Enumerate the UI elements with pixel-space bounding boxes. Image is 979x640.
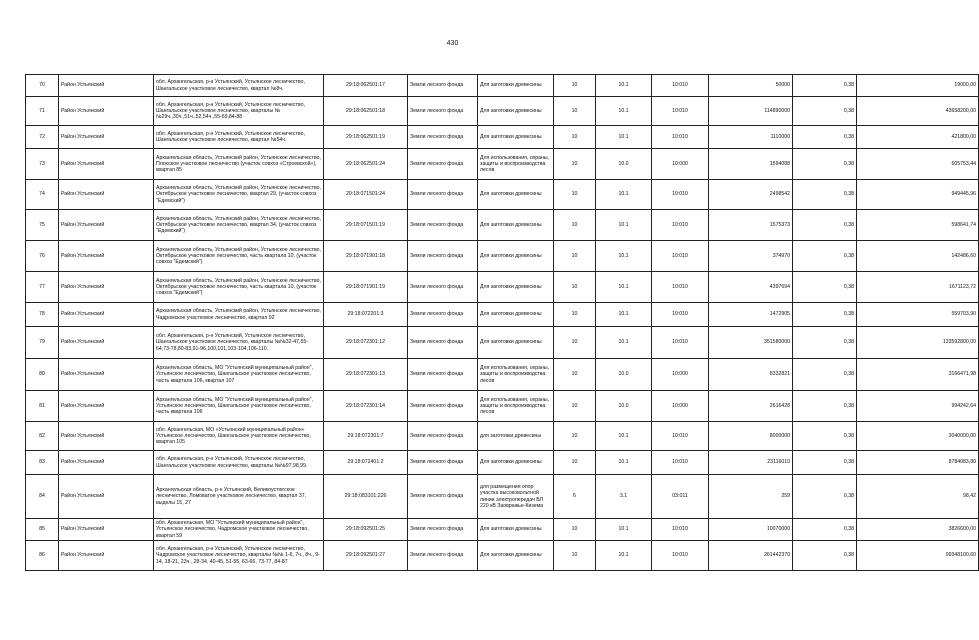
- permitted-use-cell: Для заготовки древесины: [478, 303, 554, 327]
- use-code-cell: 10:010: [652, 422, 709, 451]
- row-number: 71: [26, 97, 59, 126]
- rate-cell: 0,38: [793, 149, 857, 180]
- rate-cell: 0,38: [793, 180, 857, 210]
- district-cell: Район Устьянский: [59, 241, 154, 272]
- cadastral-number-cell: 29:18:083101:226: [324, 475, 408, 519]
- district-cell: Район Устьянский: [59, 303, 154, 327]
- permitted-use-cell: Для заготовки древесины: [478, 541, 554, 571]
- address-cell: обл. Архангельская, р-н Устьянский, Устьянское лесничество, Шангальское участковое лесничество, квартал №8ч.: [154, 75, 324, 97]
- value-cell: 99348100,60: [857, 541, 979, 571]
- subgroup-code-cell: 10.1: [596, 126, 652, 149]
- table-row: [26, 180, 979, 210]
- group-code-cell: 10: [554, 75, 596, 97]
- land-category-cell: Земли лесного фонда: [408, 75, 478, 97]
- subgroup-code-cell: 10.1: [596, 180, 652, 210]
- district-cell: Район Устьянский: [59, 327, 154, 359]
- use-code-cell: 10:010: [652, 75, 709, 97]
- group-code-cell: 10: [554, 149, 596, 180]
- subgroup-code-cell: 3.1: [596, 475, 652, 519]
- rate-cell: 0,38: [793, 97, 857, 126]
- group-code-cell: 10: [554, 519, 596, 541]
- value-cell: 19000,00: [857, 75, 979, 97]
- subgroup-code-cell: 10.1: [596, 75, 652, 97]
- permitted-use-cell: Для заготовки древесины: [478, 210, 554, 241]
- subgroup-code-cell: 10.1: [596, 272, 652, 303]
- address-cell: Архангельская область, Устьянский район, Устьянское лесничество, Октябрьское участковое лесничество, квартал 29, (участок совхоз "Едемский"): [154, 180, 324, 210]
- group-code-cell: 6: [554, 475, 596, 519]
- use-code-cell: 10:010: [652, 303, 709, 327]
- permitted-use-cell: Для заготовки древесины: [478, 97, 554, 126]
- value-cell: 3166471,98: [857, 359, 979, 391]
- land-category-cell: Земли лесного фонда: [408, 149, 478, 180]
- cadastral-number-cell: 29:18:062501:17: [324, 75, 408, 97]
- use-code-cell: 10:010: [652, 241, 709, 272]
- district-cell: Район Устьянский: [59, 359, 154, 391]
- value-cell: 133592800,00: [857, 327, 979, 359]
- address-cell: обл. Архангельская, р-н Устьянский, Устьянское лесничество, Шангальское участковое лесничество, кварталы №№29ч.,30ч.,51ч.,52,54ч.,55-69,84-88: [154, 97, 324, 126]
- row-number: 85: [26, 519, 59, 541]
- group-code-cell: 10: [554, 391, 596, 422]
- table-row: [26, 475, 979, 519]
- value-cell: 994242,64: [857, 391, 979, 422]
- rate-cell: 0,38: [793, 541, 857, 571]
- address-cell: Архангельская область, МО "Устьянский муниципальный район", Устьянское лесничество, Шангальское участковое лесничество, часть квартала 106: [154, 391, 324, 422]
- district-cell: Район Устьянский: [59, 475, 154, 519]
- table-row: [26, 519, 979, 541]
- table-row: [26, 210, 979, 241]
- group-code-cell: 10: [554, 422, 596, 451]
- permitted-use-cell: Для заготовки древесины: [478, 75, 554, 97]
- use-code-cell: 10:010: [652, 327, 709, 359]
- rate-cell: 0,38: [793, 422, 857, 451]
- area-cell: 374970: [709, 241, 793, 272]
- row-number: 81: [26, 391, 59, 422]
- use-code-cell: 10:010: [652, 451, 709, 475]
- use-code-cell: 10:010: [652, 272, 709, 303]
- value-cell: 98,42: [857, 475, 979, 519]
- subgroup-code-cell: 10.1: [596, 327, 652, 359]
- value-cell: 598641,74: [857, 210, 979, 241]
- district-cell: Район Устьянский: [59, 126, 154, 149]
- land-category-cell: Земли лесного фонда: [408, 303, 478, 327]
- subgroup-code-cell: 10.1: [596, 541, 652, 571]
- cadastral-number-cell: 29:18:092501:27: [324, 541, 408, 571]
- use-code-cell: 10:010: [652, 210, 709, 241]
- address-cell: Архангельская область, Устьянский район, Устьянское лесничество, Октябрьское участковое лесничество, часть квартала 10, (участок совхоз "Едемский"): [154, 272, 324, 303]
- address-cell: Архангельская область, МО "Устьянский муниципальный район", Устьянское лесничество, Шангальское участковое лесничество, часть квартала 106, квартал 107: [154, 359, 324, 391]
- cadastral-number-cell: 29:18:071901:19: [324, 272, 408, 303]
- group-code-cell: 10: [554, 359, 596, 391]
- row-number: 73: [26, 149, 59, 180]
- district-cell: Район Устьянский: [59, 149, 154, 180]
- subgroup-code-cell: 10.0: [596, 149, 652, 180]
- table-row: [26, 359, 979, 391]
- value-cell: 605753,44: [857, 149, 979, 180]
- district-cell: Район Устьянский: [59, 519, 154, 541]
- subgroup-code-cell: 10.1: [596, 241, 652, 272]
- page-number: 430: [446, 40, 459, 47]
- value-cell: 421800,00: [857, 126, 979, 149]
- group-code-cell: 10: [554, 97, 596, 126]
- area-cell: 1594088: [709, 149, 793, 180]
- area-cell: 114890000: [709, 97, 793, 126]
- use-code-cell: 10:010: [652, 126, 709, 149]
- area-cell: 1110000: [709, 126, 793, 149]
- area-cell: 1472905: [709, 303, 793, 327]
- cadastral-number-cell: 29:18:072301:13: [324, 359, 408, 391]
- area-cell: 8000000: [709, 422, 793, 451]
- land-category-cell: Земли лесного фонда: [408, 422, 478, 451]
- district-cell: Район Устьянский: [59, 210, 154, 241]
- area-cell: 4397694: [709, 272, 793, 303]
- address-cell: Архангельская область, Устьянский район, Устьянское лесничество, Плосское участковое лесничество (участок совхоз «Строевской»), квартал 85: [154, 149, 324, 180]
- land-registry-table: [25, 74, 979, 571]
- table-row: [26, 97, 979, 126]
- subgroup-code-cell: 10.1: [596, 422, 652, 451]
- district-cell: Район Устьянский: [59, 180, 154, 210]
- address-cell: обл. Архангельская, р-н Устьянский, Устьянское лесничество, Шангальское участковое лесничество, кварталы №№32-47,55-64,73-78,80-83,91-96,100,101,103-104,106-110.: [154, 327, 324, 359]
- district-cell: Район Устьянский: [59, 391, 154, 422]
- table-row: [26, 541, 979, 571]
- row-number: 79: [26, 327, 59, 359]
- row-number: 78: [26, 303, 59, 327]
- subgroup-code-cell: 10.1: [596, 210, 652, 241]
- district-cell: Район Устьянский: [59, 75, 154, 97]
- subgroup-code-cell: 10.1: [596, 97, 652, 126]
- cadastral-number-cell: 29:18:072301:14: [324, 391, 408, 422]
- permitted-use-cell: Для использования, охраны, защиты и воспроизводства лесов: [478, 391, 554, 422]
- permitted-use-cell: Для заготовки древесины: [478, 272, 554, 303]
- group-code-cell: 10: [554, 210, 596, 241]
- permitted-use-cell: Для заготовки древесины: [478, 241, 554, 272]
- address-cell: обл. Архангельская, МО "Устьянский муниципальный район", Устьянское лесничество, Чадромское участковое лесничество, квартал 59: [154, 519, 324, 541]
- table-row: [26, 149, 979, 180]
- value-cell: 43658200,00: [857, 97, 979, 126]
- address-cell: обл. Архангельская, р-н Устьянский, Устьянское лесничество, Шангальское участковое лесничество, квартал №54ч.: [154, 126, 324, 149]
- table-row: [26, 126, 979, 149]
- row-number: 70: [26, 75, 59, 97]
- cadastral-number-cell: 29:18:071901:18: [324, 241, 408, 272]
- permitted-use-cell: для заготовки древесины: [478, 422, 554, 451]
- cadastral-number-cell: 29:18:092501:25: [324, 519, 408, 541]
- rate-cell: 0,38: [793, 303, 857, 327]
- group-code-cell: 10: [554, 180, 596, 210]
- land-category-cell: Земли лесного фонда: [408, 126, 478, 149]
- row-number: 83: [26, 451, 59, 475]
- cadastral-number-cell: 29:18:072301:7: [324, 422, 408, 451]
- area-cell: 50000: [709, 75, 793, 97]
- row-number: 84: [26, 475, 59, 519]
- address-cell: Архангельская область, Устьянский район, Устьянское лесничество, Октябрьское участковое лесничество, часть квартала 10, (участок совхоз "Едемский"): [154, 241, 324, 272]
- table-row: [26, 241, 979, 272]
- row-number: 74: [26, 180, 59, 210]
- permitted-use-cell: Для использования, охраны, защиты и воспроизводства лесов: [478, 359, 554, 391]
- cadastral-number-cell: 29:18:072201:3: [324, 303, 408, 327]
- land-category-cell: Земли лесного фонда: [408, 541, 478, 571]
- land-category-cell: Земли лесного фонда: [408, 210, 478, 241]
- value-cell: 3040000,00: [857, 422, 979, 451]
- cadastral-number-cell: 29:18:072301:12: [324, 327, 408, 359]
- address-cell: обл. Архангельская, р-н Устьянский, Устьянское лесничество, Чадромское участковое лесничество, кварталы №№ 1-6, 7ч., 8ч., 9-14, 18-21, 23ч., 28-34, 40-45, 51-55, 63-66, 73-77, 84-87: [154, 541, 324, 571]
- area-cell: 1575373: [709, 210, 793, 241]
- rate-cell: 0,38: [793, 519, 857, 541]
- address-cell: обл. Архангельская, р-н Устьянский, Устьянское лесничество, Шангальское участковое лесничество, кварталы №№97,98,99.: [154, 451, 324, 475]
- area-cell: 259: [709, 475, 793, 519]
- row-number: 72: [26, 126, 59, 149]
- area-cell: 10070000: [709, 519, 793, 541]
- permitted-use-cell: Для заготовки древесины: [478, 180, 554, 210]
- subgroup-code-cell: 10.0: [596, 391, 652, 422]
- use-code-cell: 10:000: [652, 359, 709, 391]
- permitted-use-cell: Для заготовки древесины: [478, 519, 554, 541]
- rate-cell: 0,38: [793, 210, 857, 241]
- area-cell: 8332821: [709, 359, 793, 391]
- rate-cell: 0,38: [793, 451, 857, 475]
- group-code-cell: 10: [554, 303, 596, 327]
- land-category-cell: Земли лесного фонда: [408, 241, 478, 272]
- table-row: [26, 327, 979, 359]
- land-category-cell: Земли лесного фонда: [408, 327, 478, 359]
- district-cell: Район Устьянский: [59, 451, 154, 475]
- group-code-cell: 10: [554, 327, 596, 359]
- land-category-cell: Земли лесного фонда: [408, 272, 478, 303]
- land-category-cell: Земли лесного фонда: [408, 391, 478, 422]
- permitted-use-cell: Для заготовки древесины: [478, 451, 554, 475]
- subgroup-code-cell: 10.0: [596, 359, 652, 391]
- value-cell: 3826600,00: [857, 519, 979, 541]
- address-cell: обл. Архангельская, МО «Устьянский муниципальный район» Устьянское лесничество, Шангальское участковое лесничество, квартал 105: [154, 422, 324, 451]
- land-category-cell: Земли лесного фонда: [408, 519, 478, 541]
- value-cell: 1671123,72: [857, 272, 979, 303]
- use-code-cell: 10:010: [652, 97, 709, 126]
- table-row: [26, 391, 979, 422]
- permitted-use-cell: для размещения опор участка высоковольтной линии электропередач ВЛ 220 кВ Заовражье-Кизема: [478, 475, 554, 519]
- value-cell: 949445,96: [857, 180, 979, 210]
- use-code-cell: 10:010: [652, 519, 709, 541]
- rate-cell: 0,38: [793, 391, 857, 422]
- permitted-use-cell: Для использования, охраны, защиты и воспроизводства лесов: [478, 149, 554, 180]
- value-cell: 142486,60: [857, 241, 979, 272]
- rate-cell: 0,38: [793, 359, 857, 391]
- land-category-cell: Земли лесного фонда: [408, 359, 478, 391]
- table-row: [26, 75, 979, 97]
- cadastral-number-cell: 29:18:062501:19: [324, 126, 408, 149]
- use-code-cell: 10:000: [652, 391, 709, 422]
- land-category-cell: Земли лесного фонда: [408, 451, 478, 475]
- group-code-cell: 10: [554, 241, 596, 272]
- cadastral-number-cell: 29:18:062501:24: [324, 149, 408, 180]
- address-cell: Архангельская область, Устьянский район, Устьянское лесничество, Октябрьское участковое лесничество, квартал 34, (участок совхоз "Едемский"): [154, 210, 324, 241]
- address-cell: Архангельская область, Устьянский район, Устьянское лесничество, Чадромское участковое лесничество, квартал 92: [154, 303, 324, 327]
- use-code-cell: 10:010: [652, 541, 709, 571]
- cadastral-number-cell: 29:18:072401:2: [324, 451, 408, 475]
- area-cell: 261442370: [709, 541, 793, 571]
- land-category-cell: Земли лесного фонда: [408, 97, 478, 126]
- rate-cell: 0,38: [793, 327, 857, 359]
- district-cell: Район Устьянский: [59, 97, 154, 126]
- value-cell: 559703,90: [857, 303, 979, 327]
- rate-cell: 0,38: [793, 272, 857, 303]
- cadastral-number-cell: 29:18:071501:19: [324, 210, 408, 241]
- use-code-cell: 10:010: [652, 180, 709, 210]
- subgroup-code-cell: 10.1: [596, 519, 652, 541]
- rate-cell: 0,38: [793, 241, 857, 272]
- subgroup-code-cell: 10.1: [596, 303, 652, 327]
- row-number: 77: [26, 272, 59, 303]
- table-row: [26, 303, 979, 327]
- table-row: [26, 451, 979, 475]
- row-number: 82: [26, 422, 59, 451]
- area-cell: 2616428: [709, 391, 793, 422]
- use-code-cell: 10:000: [652, 149, 709, 180]
- cadastral-number-cell: 29:18:071501:24: [324, 180, 408, 210]
- table-row: [26, 422, 979, 451]
- row-number: 86: [26, 541, 59, 571]
- group-code-cell: 10: [554, 126, 596, 149]
- cadastral-number-cell: 29:18:062501:18: [324, 97, 408, 126]
- district-cell: Район Устьянский: [59, 422, 154, 451]
- group-code-cell: 10: [554, 541, 596, 571]
- group-code-cell: 10: [554, 272, 596, 303]
- table-row: [26, 272, 979, 303]
- area-cell: 2498542: [709, 180, 793, 210]
- permitted-use-cell: Для заготовки древесины: [478, 327, 554, 359]
- permitted-use-cell: Для заготовки древесины: [478, 126, 554, 149]
- value-cell: 8784083,80: [857, 451, 979, 475]
- use-code-cell: 03:011: [652, 475, 709, 519]
- row-number: 76: [26, 241, 59, 272]
- rate-cell: 0,38: [793, 75, 857, 97]
- address-cell: Архангельская область, р-н Устьянский, Великоустюгское лесничество, Ломоватое участковое лесничество, квартал 37, выделы 15, 27: [154, 475, 324, 519]
- row-number: 75: [26, 210, 59, 241]
- area-cell: 23116010: [709, 451, 793, 475]
- district-cell: Район Устьянский: [59, 541, 154, 571]
- table-body: [26, 75, 979, 571]
- row-number: 80: [26, 359, 59, 391]
- subgroup-code-cell: 10.1: [596, 451, 652, 475]
- rate-cell: 0,38: [793, 475, 857, 519]
- group-code-cell: 10: [554, 451, 596, 475]
- rate-cell: 0,38: [793, 126, 857, 149]
- area-cell: 351580000: [709, 327, 793, 359]
- land-category-cell: Земли лесного фонда: [408, 475, 478, 519]
- district-cell: Район Устьянский: [59, 272, 154, 303]
- land-category-cell: Земли лесного фонда: [408, 180, 478, 210]
